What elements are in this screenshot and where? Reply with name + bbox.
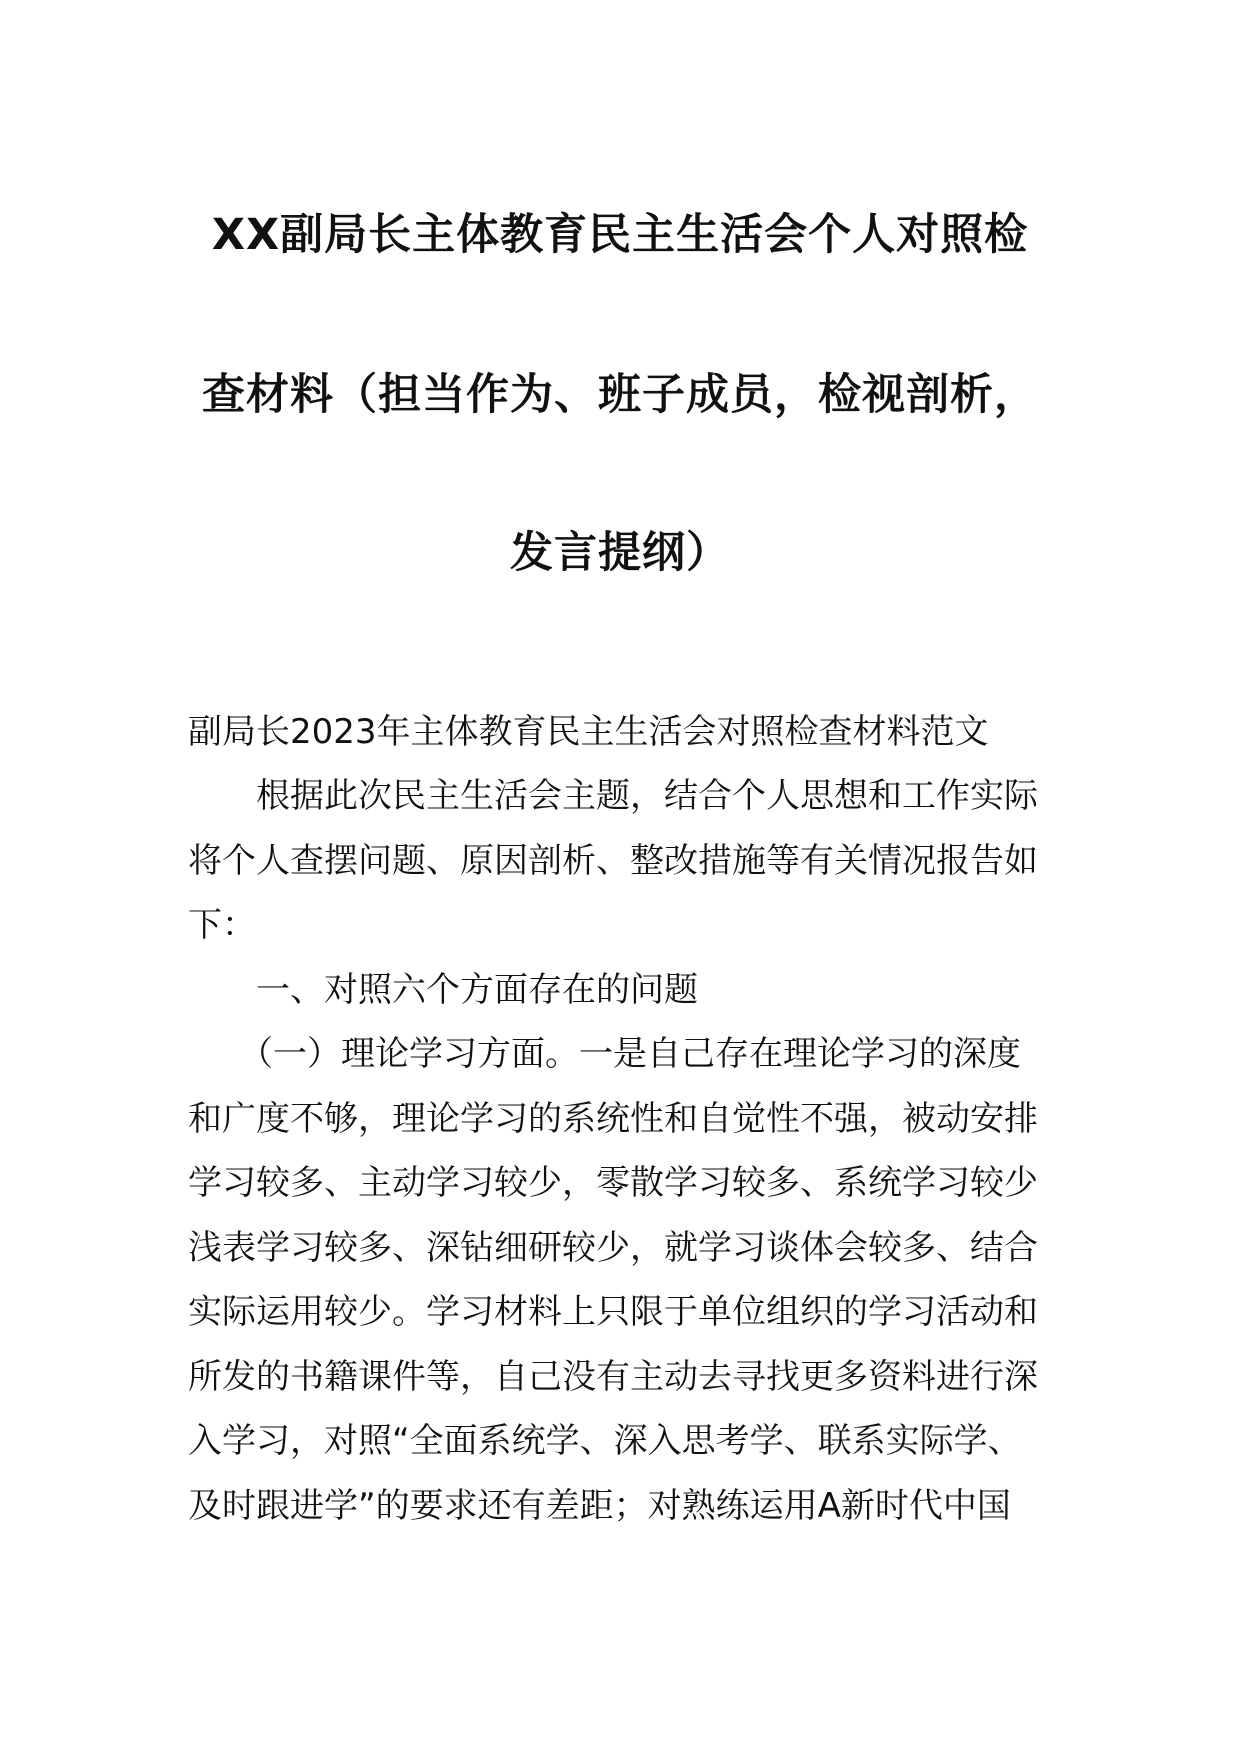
body-line: 和广度不够，理论学习的系统性和自觉性不强，被动安排 [188, 1099, 1038, 1139]
document-title-line-3: 发言提纲） [510, 528, 730, 578]
body-line: （一）理论学习方面。一是自己存在理论学习的深度 [188, 1034, 1021, 1074]
body-line: 及时跟进学”的要求还有差距；对熟练运用A新时代中国 [188, 1486, 1011, 1526]
section-heading: 一、对照六个方面存在的问题 [188, 970, 698, 1010]
document-title-line-2: 查材料（担当作为、班子成员，检视剖析， [202, 370, 1038, 420]
body-line: 入学习，对照“全面系统学、深入思考学、联系实际学、 [188, 1421, 1022, 1461]
body-line: 根据此次民主生活会主题，结合个人思想和工作实际 [188, 776, 1038, 816]
body-line: 下： [188, 905, 256, 945]
document-subtitle: 副局长2023年主体教育民主生活会对照检查材料范文 [188, 712, 989, 752]
body-line: 所发的书籍课件等，自己没有主动去寻找更多资料进行深 [188, 1357, 1038, 1397]
body-line: 实际运用较少。学习材料上只限于单位组织的学习活动和 [188, 1292, 1038, 1332]
document-title-line-1: XX副局长主体教育民主生活会个人对照检 [211, 210, 1029, 260]
body-line: 将个人查摆问题、原因剖析、整改措施等有关情况报告如 [188, 841, 1038, 881]
body-line: 浅表学习较多、深钻细研较少，就学习谈体会较多、结合 [188, 1228, 1038, 1268]
body-line: 学习较多、主动学习较少，零散学习较多、系统学习较少 [188, 1163, 1038, 1203]
